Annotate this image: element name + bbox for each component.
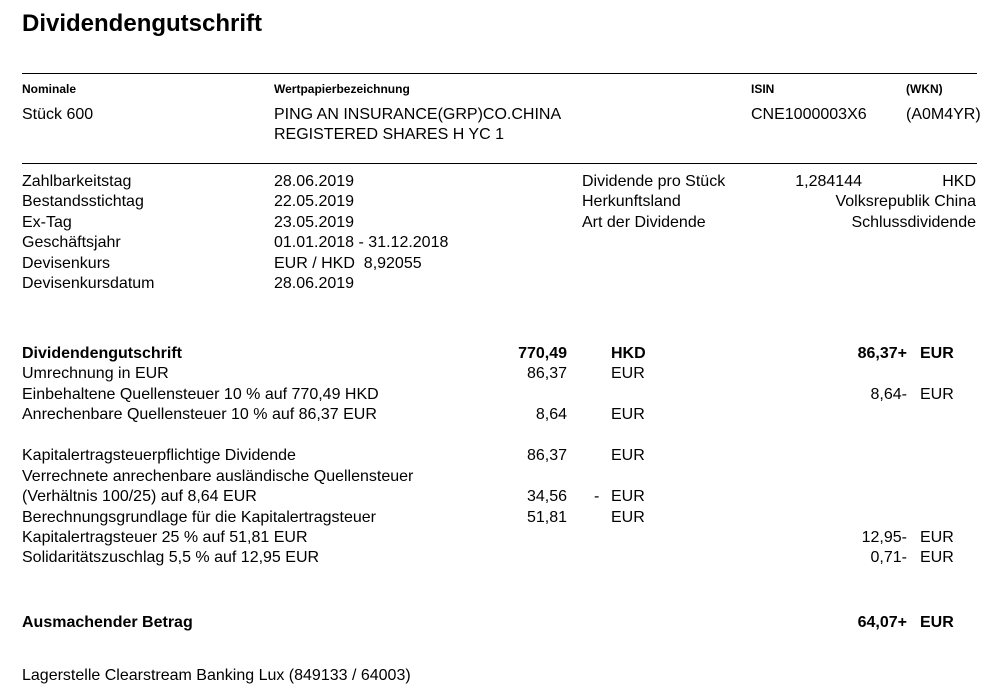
berechnungsgrundlage-amount: 51,81 [526,509,567,526]
dividende-pro-stueck-currency: HKD [942,173,976,190]
berechnungsgrundlage-label: Berechnungsgrundlage für die Kapitalertragsteuer [22,509,377,526]
col-header-isin: ISIN [751,82,775,96]
art-der-dividende-value: Schlussdividende [851,214,976,231]
umrechnung-amount: 86,37 [526,365,567,382]
ausmachender-betrag-currency: EUR [920,614,954,631]
solidaritaetszuschlag-label: Solidaritätszuschlag 5,5 % auf 12,95 EUR [22,549,320,566]
dividende-pro-stueck-value: 1,284144 [795,173,862,190]
document-title: Dividendengutschrift [22,10,263,37]
einbehaltene-quellensteuer-label: Einbehaltene Quellensteuer 10 % auf 770,49 HKD [22,386,379,403]
gutschrift-total-currency: EUR [920,345,954,362]
detail-value: 28.06.2019 [274,173,355,190]
ausmachender-betrag-total: 64,07+ [857,614,907,631]
gutschrift-amount: 770,49 [518,345,567,362]
detail-label: Zahlbarkeitstag [22,173,132,190]
col-header-wertpapier: Wertpapierbezeichnung [274,82,410,96]
anrechenbare-quellensteuer-currency: EUR [611,406,645,423]
security-nominale: Stück 600 [22,106,94,123]
herkunftsland-label: Herkunftsland [582,193,681,210]
detail-label: Devisenkursdatum [22,275,155,292]
header-rule-bottom [22,163,977,164]
security-wkn: (A0M4YR) [906,106,981,123]
solidaritaetszuschlag-currency: EUR [920,549,954,566]
security-name-line2: REGISTERED SHARES H YC 1 [274,126,504,143]
solidaritaetszuschlag-total: 0,71- [870,549,907,566]
col-header-wkn: (WKN) [906,82,943,96]
kest-pflichtige-dividende-amount: 86,37 [526,447,567,464]
kest-pflichtige-dividende-currency: EUR [611,447,645,464]
anrechenbare-quellensteuer-label: Anrechenbare Quellensteuer 10 % auf 86,37 EUR [22,406,377,423]
detail-value: EUR / HKD 8,92055 [274,255,422,272]
verhaeltnis-label: (Verhältnis 100/25) auf 8,64 EUR [22,488,257,505]
detail-value: 23.05.2019 [274,214,355,231]
header-rule-top [22,73,977,74]
detail-value: 01.01.2018 - 31.12.2018 [274,234,449,251]
detail-value: 22.05.2019 [274,193,355,210]
verhaeltnis-currency: EUR [611,488,645,505]
kapitalertragsteuer-total: 12,95- [861,529,907,546]
detail-label: Ex-Tag [22,214,72,231]
ausmachender-betrag-label: Ausmachender Betrag [22,614,193,631]
kest-pflichtige-dividende-label: Kapitalertragsteuerpflichtige Dividende [22,447,296,464]
berechnungsgrundlage-currency: EUR [611,509,645,526]
detail-label: Geschäftsjahr [22,234,121,251]
verrechnete-quellensteuer-label: Verrechnete anrechenbare ausländische Quellensteuer [22,468,414,485]
einbehaltene-quellensteuer-total: 8,64- [870,386,907,403]
gutschrift-currency: HKD [611,345,646,362]
verhaeltnis-sign: - [594,488,600,505]
dividende-pro-stueck-label: Dividende pro Stück [582,173,726,190]
umrechnung-currency: EUR [611,365,645,382]
anrechenbare-quellensteuer-amount: 8,64 [535,406,567,423]
security-isin: CNE1000003X6 [751,106,867,123]
kapitalertragsteuer-label: Kapitalertragsteuer 25 % auf 51,81 EUR [22,529,308,546]
kapitalertragsteuer-currency: EUR [920,529,954,546]
detail-label: Devisenkurs [22,255,111,272]
art-der-dividende-label: Art der Dividende [582,214,706,231]
umrechnung-label: Umrechnung in EUR [22,365,169,382]
detail-label: Bestandsstichtag [22,193,144,210]
einbehaltene-quellensteuer-currency: EUR [920,386,954,403]
gutschrift-label: Dividendengutschrift [22,345,183,362]
lagerstelle-footer: Lagerstelle Clearstream Banking Lux (849133 / 64003) [22,667,411,684]
detail-value: 28.06.2019 [274,275,355,292]
gutschrift-total: 86,37+ [857,345,907,362]
herkunftsland-value: Volksrepublik China [835,193,976,210]
col-header-nominale: Nominale [22,82,77,96]
security-name-line1: PING AN INSURANCE(GRP)CO.CHINA [274,106,562,123]
verhaeltnis-amount: 34,56 [526,488,567,505]
